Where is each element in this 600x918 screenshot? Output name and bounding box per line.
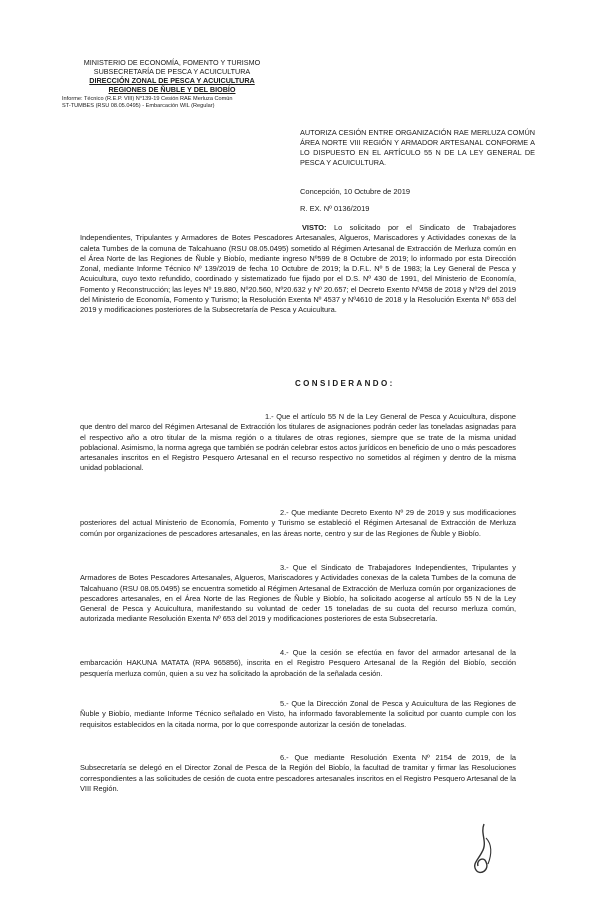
letterhead-line: MINISTERIO DE ECONOMÍA, FOMENTO Y TURISMO — [83, 58, 261, 67]
visto-text: Lo solicitado por el Sindicato de Trabajadores Independientes, Tripulantes y Armadores de Botes Pescadores Artesanales, Algueros, Mariscadores y Actividades conexas de la caleta Tumbes de la comuna de Talcahuano (RSU 08.05.0495) sometido al Régimen Artesanal de Extracción de Merluza común en el Área Norte de las Regiones de Ñuble y Biobío, mediante ingreso Nº599 de 8 Octubre de 2019; lo informado por esta Dirección Zonal, mediante Informe Técnico Nº 139/2019 de fecha 10 Octubre de 2019; la D.F.L. Nº 5 de 1983; la Ley General de Pesca y Acuicultura, cuyo texto refundido, coordinado y sistematizado fue fijado por el D.S. Nº 430 de 1991, del Ministerio de Economía, Fomento y Reconstrucción; las leyes Nº 19.880, Nº20.560, Nº20.632 y Nº 20.657; el Decreto Exento Nº458 de 2018 y Nº29 del 2019 del Ministerio de Economía, Fomento y Turismo; la Resolución Exenta Nº 4537 y Nº4610 de 2018 y la Resolución Exenta Nº 653 del 2019 y modificaciones posteriores de la Subsecretaría de Pesca y Acuicultura. — [80, 223, 516, 315]
resolution-title: AUTORIZA CESIÓN ENTRE ORGANIZACIÓN RAE MERLUZA COMÚN ÁREA NORTE VIII REGIÓN Y ARMADOR ARTESANAL CONFORME A LO DISPUESTO EN EL ARTÍCULO 55 N DE LA LEY GENERAL DE PESCA Y ACUICULTURA. — [300, 128, 535, 167]
letterhead-line: REGIONES DE ÑUBLE Y DEL BIOBÍO — [108, 85, 236, 94]
considerando-title: CONSIDERANDO: — [295, 379, 395, 388]
letterhead-ref: ST-TUMBES (RSU 08.05.0495) - Embarcación WIL (Regular) — [62, 103, 215, 109]
letterhead-line: DIRECCIÓN ZONAL DE PESCA Y ACUICULTURA — [89, 76, 255, 85]
considerando-paragraph-2: 2.- Que mediante Decreto Exento Nº 29 de 2019 y sus modificaciones posteriores del actual Ministerio de Economía, Fomento y Turismo se estableció el Régimen Artesanal de Extracción de Merluza común por organizaciones de pescadores artesanales, en las áreas norte, centro y sur de las Regiones de Ñuble y Biobío. — [80, 508, 516, 538]
handwritten-signature — [462, 820, 502, 880]
considerando-paragraph-4: 4.- Que la cesión se efectúa en favor del armador artesanal de la embarcación HAKUNA MATATA (RPA 965856), inscrita en el Registro Pesquero Artesanal de la Región del Biobío, sección pesquería merluza común, quien a su vez ha solicitado la aprobación de la señalada cesión. — [80, 648, 516, 678]
visto-label: VISTO: — [302, 223, 327, 232]
considerando-paragraph-5: 5.- Que la Dirección Zonal de Pesca y Acuicultura de las Regiones de Ñuble y Biobío, mediante Informe Técnico señalado en Visto, ha informado favorablemente la solicitud por cuanto cumple con los requisitos establecidos en la citada norma, por lo que corresponde autorizar la cesión de toneladas. — [80, 699, 516, 729]
considerando-paragraph-6: 6.- Que mediante Resolución Exenta Nº 2154 de 2019, de la Subsecretaría se delegó en el Director Zonal de Pesca de la Región del Biobío, la facultad de tramitar y firmar las Resoluciones correspondientes a las solicitudes de cesión de cuota entre pescadores artesanales inscritos en el Registro Pesquero Artesanal de la VIII Región. — [80, 753, 516, 793]
letterhead-ref: Informe: Técnico (R.E.P. VIII) N°139-19 Cesión RAE Merluza Común — [62, 96, 233, 102]
letterhead-line: SUBSECRETARÍA DE PESCA Y ACUICULTURA — [93, 67, 251, 76]
considerando-paragraph-1: 1.- Que el artículo 55 N de la Ley General de Pesca y Acuicultura, dispone que dentro del marco del Régimen Artesanal de Extracción los titulares de asignaciones podrán ceder las toneladas asignadas para el respectivo año a otro titular de la misma región o a titulares de otras regiones, siempre que se trate de la misma unidad poblacional. Asimismo, la norma agrega que también se podrán celebrar estos actos jurídicos en beneficio de uno o más pescadores artesanales inscritos en el Registro Pesquero Artesanal en el recurso respectivo no sometidos al régimen y dentro de la misma unidad poblacional. — [80, 412, 516, 473]
resolution-number: R. EX. Nº 0136/2019 — [300, 204, 370, 213]
considerando-paragraph-3: 3.- Que el Sindicato de Trabajadores Independientes, Tripulantes y Armadores de Botes Pescadores Artesanales, Algueros, Mariscadores y Actividades conexas de la caleta Tumbes de la comuna de Talcahuano (RSU 08.05.0495) se encuentra sometido al Régimen Artesanal de Extracción de Merluza común por organizaciones de pescadores artesanales, en el Área Norte de las Regiones de Ñuble y Biobío, ha solicitado acogerse al artículo 55 N de la Ley General de Pesca y Acuicultura, manifestando su voluntad de ceder 15 toneladas de su cuota del recurso merluza común, autorizada mediante Resolución Exenta Nº 653 del 2019 y modificaciones posteriores de esta Subsecretaría. — [80, 563, 516, 624]
place-date: Concepción, 10 Octubre de 2019 — [300, 187, 411, 196]
visto-paragraph — [80, 223, 516, 316]
letterhead — [62, 58, 282, 110]
